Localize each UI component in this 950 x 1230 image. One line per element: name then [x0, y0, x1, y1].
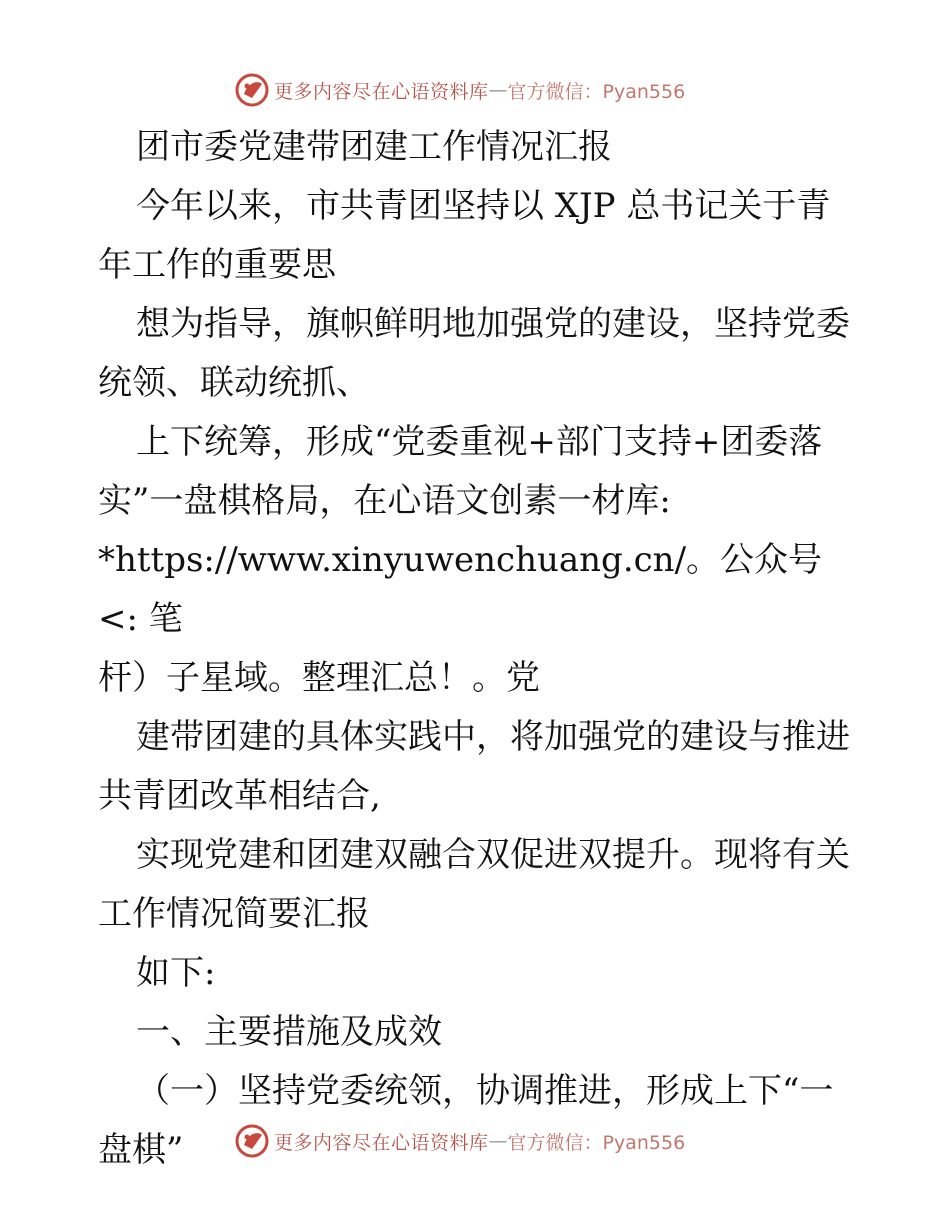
brand-logo-icon [234, 1123, 270, 1159]
paragraph-line: 实现党建和团建双融合双促进双提升。现将有关 [136, 835, 850, 875]
paragraph-line: 工作情况简要汇报 [98, 894, 370, 934]
paragraph-line: 年工作的重要思 [98, 245, 336, 285]
paragraph-line: 杆）子星域。整理汇总！。党 [98, 658, 540, 698]
banner-main-text: 更多内容尽在心语资料库 [274, 80, 489, 103]
document-title: 团市委党建带团建工作情况汇报 [136, 127, 612, 167]
banner-main-text: 更多内容尽在心语资料库 [274, 1131, 489, 1154]
paragraph-line: 实”一盘棋格局，在心语文创素一材库: [98, 481, 671, 521]
brand-logo-icon [234, 72, 270, 108]
paragraph-line: 想为指导，旗帜鲜明地加强党的建设，坚持党委 [136, 304, 850, 344]
paragraph-line: 如下: [136, 953, 216, 993]
paragraph-line-url: *https://www.xinyuwenchuang.cn/。公众号<: 笔 [98, 540, 823, 639]
banner-wechat-handle: 官方微信：Pyan556 [507, 80, 686, 103]
footer-watermark-banner [234, 1121, 685, 1161]
paragraph-line: 上下统筹，形成“党委重视+部门支持+团委落 [136, 422, 823, 462]
banner-separator: — [488, 79, 508, 101]
header-watermark-banner [234, 70, 685, 110]
paragraph-line: 建带团建的具体实践中，将加强党的建设与推进 [136, 717, 850, 757]
paragraph-line: 共青团改革相结合, [98, 776, 381, 816]
section-heading: 一、主要措施及成效 [136, 1012, 442, 1052]
subsection-heading-cont: 盘棋” [98, 1130, 184, 1170]
paragraph-line: 统领、联动统抓、 [98, 363, 370, 403]
banner-wechat-handle: 官方微信：Pyan556 [507, 1131, 686, 1154]
paragraph-line: 今年以来，市共青团坚持以 XJP 总书记关于青 [136, 186, 831, 226]
document-body [98, 118, 858, 1180]
subsection-heading: （一）坚持党委统领，协调推进，形成上下“一 [136, 1071, 834, 1111]
banner-separator: — [488, 1130, 508, 1152]
